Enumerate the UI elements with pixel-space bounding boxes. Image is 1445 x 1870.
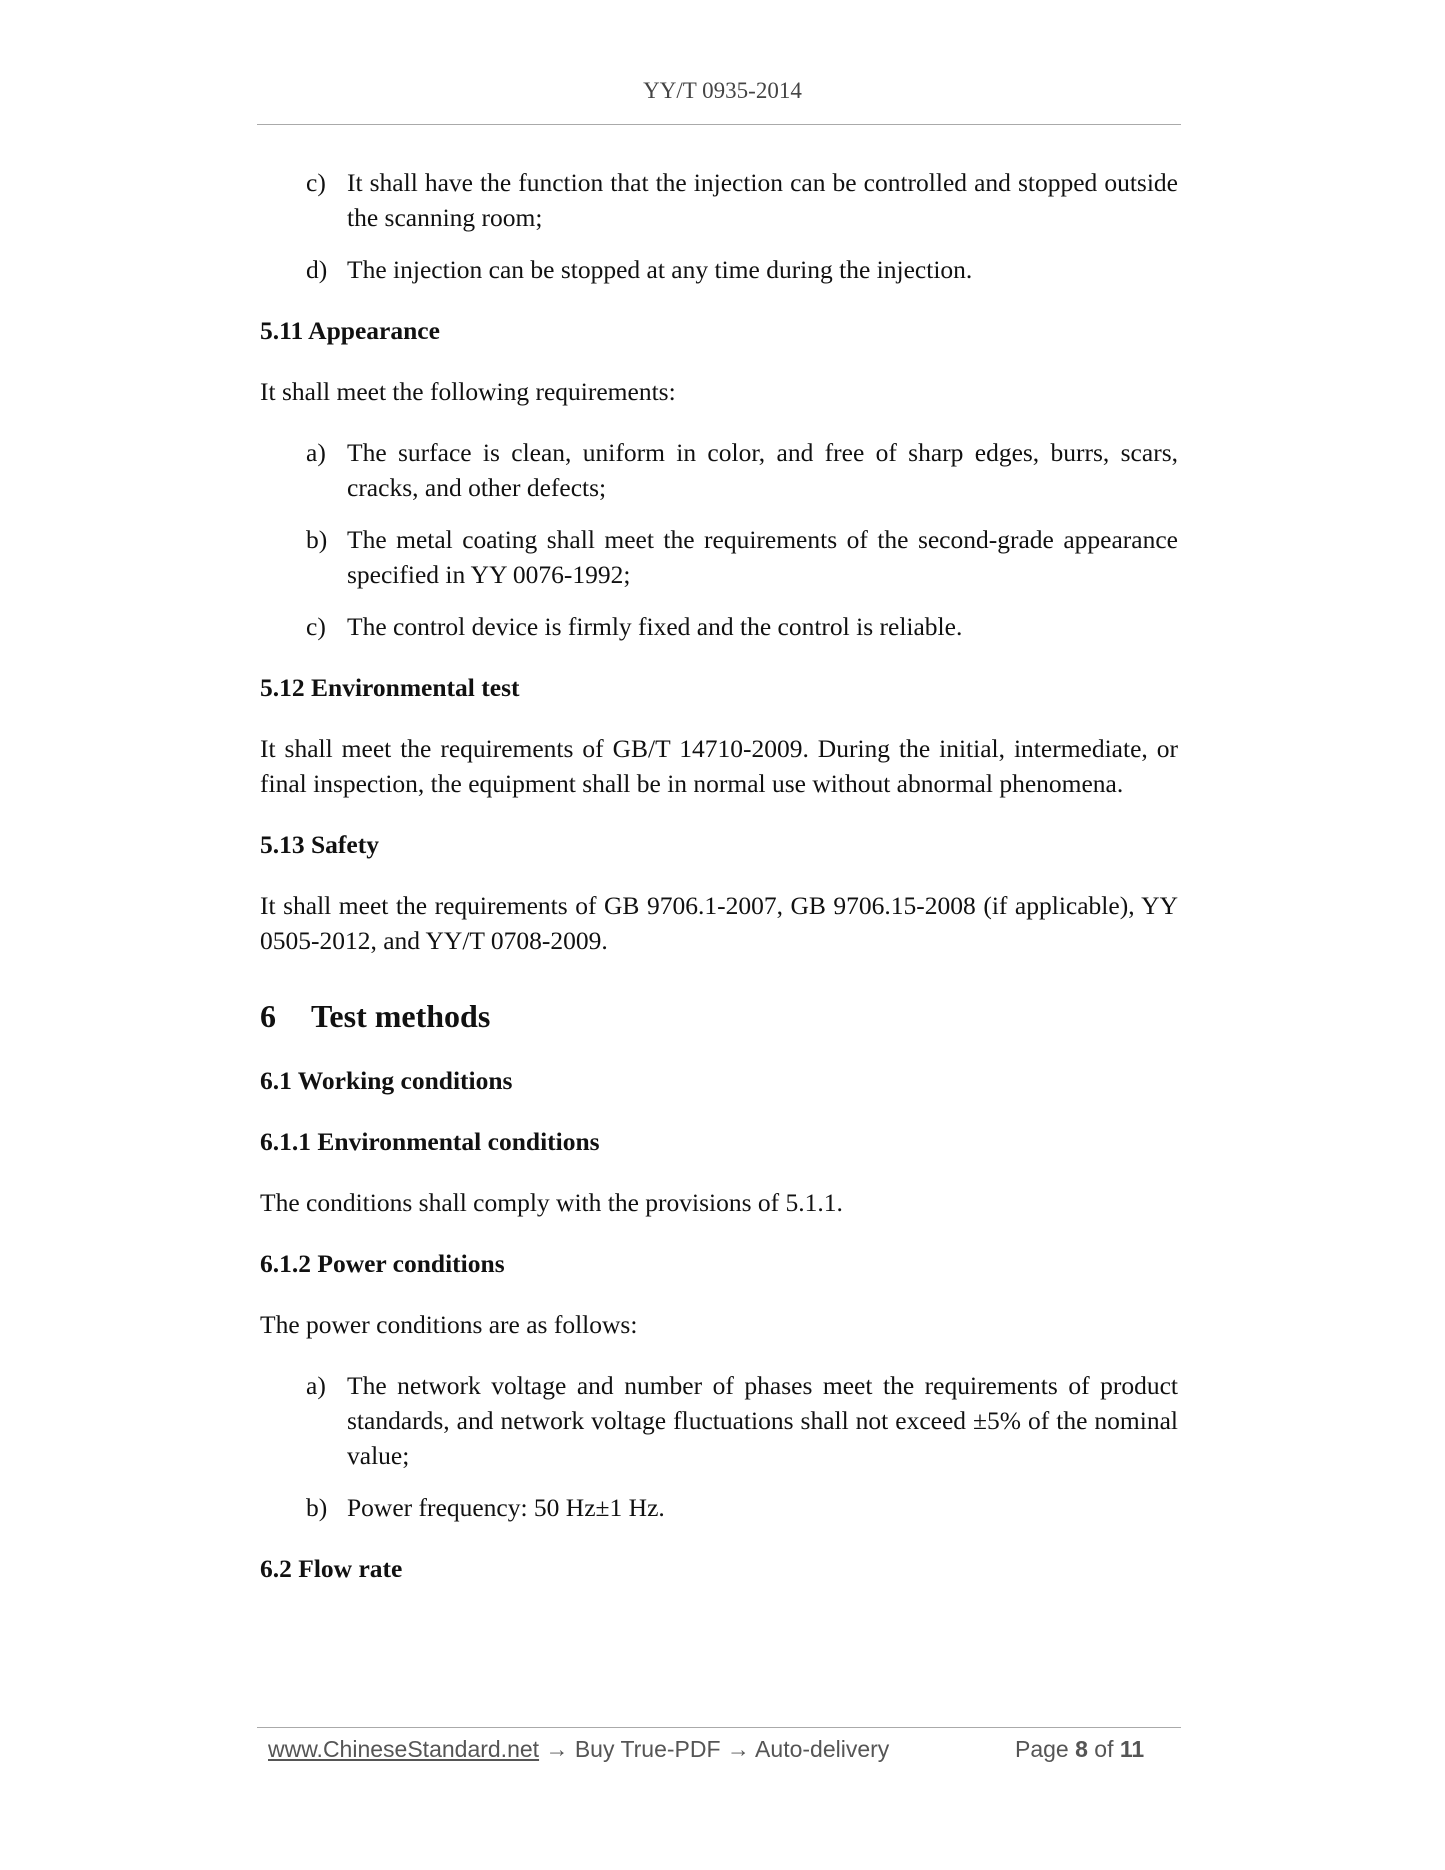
list-item (306, 252, 1178, 287)
list-item-text: Power frequency: 50 Hz±1 Hz. (347, 1493, 665, 1522)
chapter-number: 6 (260, 998, 276, 1034)
paragraph: It shall meet the requirements of GB/T 14710-2009. During the initial, intermediate, or final inspection, the equipment shall be in normal use without abnormal phenomena. (260, 734, 1178, 798)
list-item-text: The surface is clean, uniform in color, and free of sharp edges, burrs, scars, cracks, and other defects; (347, 438, 1178, 502)
section-heading-6-2: 6.2 Flow rate (260, 1554, 403, 1583)
footer-divider (257, 1727, 1181, 1728)
list-item-label: b) (306, 1493, 328, 1522)
chapter-title: Test methods (311, 998, 491, 1034)
list-item-label: c) (306, 612, 326, 641)
list-item-label: c) (306, 168, 326, 197)
page-indicator (1015, 1729, 1144, 1769)
section-heading-6-1: 6.1 Working conditions (260, 1066, 513, 1095)
list-item (306, 1490, 1178, 1525)
site-link[interactable]: www.ChineseStandard.net (268, 1736, 540, 1762)
page-current: 8 (1075, 1736, 1088, 1762)
paragraph: It shall meet the following requirements: (260, 377, 676, 406)
paragraph: The power conditions are as follows: (260, 1310, 638, 1339)
page-total: 11 (1119, 1736, 1145, 1762)
list-item-label: d) (306, 255, 328, 284)
list-item (306, 165, 1178, 235)
page-header: YY/T 0935-2014 (643, 78, 802, 103)
list-item-label: a) (306, 1371, 326, 1400)
page-word: Page (1015, 1736, 1069, 1762)
page-of: of (1094, 1736, 1114, 1762)
footer-promo-text: → Buy True-PDF → Auto-delivery (539, 1736, 890, 1762)
page-footer (268, 1729, 1168, 1769)
section-heading-5-11: 5.11 Appearance (260, 316, 440, 345)
list-item (306, 522, 1178, 592)
chapter-heading-6 (260, 996, 1178, 1036)
section-heading-6-1-1: 6.1.1 Environmental conditions (260, 1127, 600, 1156)
section-heading-6-1-2: 6.1.2 Power conditions (260, 1249, 505, 1278)
list-item-text: It shall have the function that the injection can be controlled and stopped outside the scanning room; (347, 168, 1178, 232)
list-item (306, 609, 1178, 644)
list-item-label: a) (306, 438, 326, 467)
section-heading-5-13: 5.13 Safety (260, 830, 379, 859)
list-item-text: The metal coating shall meet the requirements of the second-grade appearance specified in YY 0076-1992; (347, 525, 1178, 589)
header-divider (257, 124, 1181, 125)
list-item-text: The network voltage and number of phases meet the requirements of product standards, and network voltage fluctuations shall not exceed ±5% of the nominal value; (347, 1371, 1178, 1470)
page-content (260, 165, 1178, 1586)
list-item (306, 435, 1178, 505)
section-heading-5-12: 5.12 Environmental test (260, 673, 520, 702)
list-item-text: The control device is firmly fixed and the control is reliable. (347, 612, 963, 641)
paragraph: The conditions shall comply with the provisions of 5.1.1. (260, 1188, 843, 1217)
footer-promo (268, 1729, 889, 1769)
list-item-label: b) (306, 525, 328, 554)
paragraph: It shall meet the requirements of GB 9706.1-2007, GB 9706.15-2008 (if applicable), YY 0505-2012, and YY/T 0708-2009. (260, 891, 1178, 955)
list-item (306, 1368, 1178, 1473)
list-item-text: The injection can be stopped at any time during the injection. (347, 255, 973, 284)
